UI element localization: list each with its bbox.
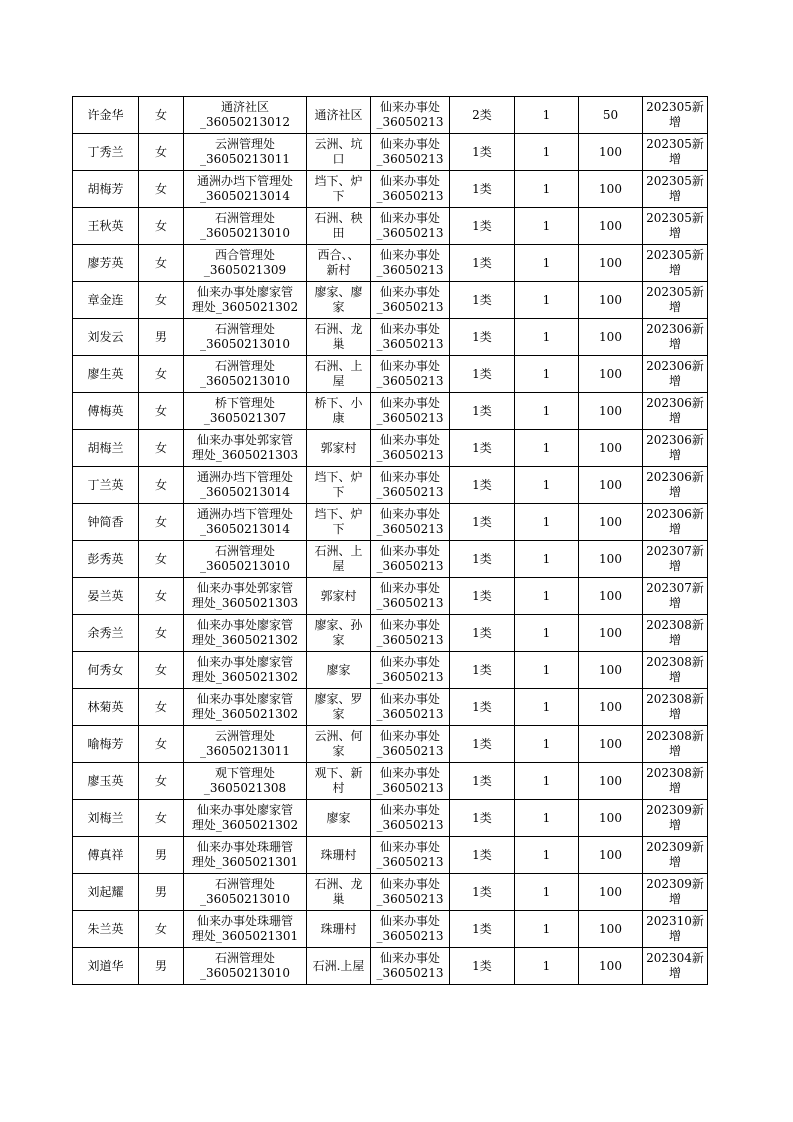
category-cell: 1类: [450, 911, 515, 948]
office-cell: 仙来办事处 _36050213: [371, 245, 450, 282]
table-row: [73, 948, 708, 985]
date-note-cell: 202306新 增: [643, 356, 708, 393]
village-cell: 珠珊村: [307, 837, 371, 874]
name-cell: 钟简香: [73, 504, 139, 541]
management-office-cell: 石洲管理处 _36050213010: [184, 874, 307, 911]
category-cell: 1类: [450, 726, 515, 763]
count-cell: 1: [515, 948, 579, 985]
table-row: [73, 837, 708, 874]
office-cell: 仙来办事处 _36050213: [371, 763, 450, 800]
village-cell: 云洲、坑 口: [307, 134, 371, 171]
village-cell: 郭家村: [307, 430, 371, 467]
office-cell: 仙来办事处 _36050213: [371, 911, 450, 948]
count-cell: 1: [515, 430, 579, 467]
date-note-cell: 202305新 增: [643, 97, 708, 134]
management-office-cell: 通洲办垱下管理处 _36050213014: [184, 171, 307, 208]
category-cell: 1类: [450, 467, 515, 504]
table-row: [73, 763, 708, 800]
amount-cell: 100: [579, 393, 643, 430]
office-cell: 仙来办事处 _36050213: [371, 393, 450, 430]
gender-cell: 女: [139, 356, 184, 393]
gender-cell: 女: [139, 911, 184, 948]
table-row: [73, 356, 708, 393]
amount-cell: 100: [579, 615, 643, 652]
amount-cell: 100: [579, 763, 643, 800]
gender-cell: 女: [139, 541, 184, 578]
management-office-cell: 仙来办事处廖家管 理处_3605021302: [184, 282, 307, 319]
office-cell: 仙来办事处 _36050213: [371, 689, 450, 726]
office-cell: 仙来办事处 _36050213: [371, 282, 450, 319]
gender-cell: 女: [139, 689, 184, 726]
amount-cell: 100: [579, 800, 643, 837]
gender-cell: 女: [139, 467, 184, 504]
count-cell: 1: [515, 652, 579, 689]
amount-cell: 100: [579, 356, 643, 393]
category-cell: 1类: [450, 245, 515, 282]
name-cell: 胡梅兰: [73, 430, 139, 467]
gender-cell: 女: [139, 134, 184, 171]
management-office-cell: 通洲办垱下管理处 _36050213014: [184, 467, 307, 504]
village-cell: 廖家、罗 家: [307, 689, 371, 726]
office-cell: 仙来办事处 _36050213: [371, 319, 450, 356]
village-cell: 郭家村: [307, 578, 371, 615]
name-cell: 廖生英: [73, 356, 139, 393]
date-note-cell: 202306新 增: [643, 430, 708, 467]
amount-cell: 100: [579, 652, 643, 689]
village-cell: 石洲、上 屋: [307, 541, 371, 578]
name-cell: 胡梅芳: [73, 171, 139, 208]
count-cell: 1: [515, 356, 579, 393]
date-note-cell: 202307新 增: [643, 541, 708, 578]
amount-cell: 100: [579, 837, 643, 874]
management-office-cell: 石洲管理处 _36050213010: [184, 541, 307, 578]
table-row: [73, 430, 708, 467]
count-cell: 1: [515, 578, 579, 615]
count-cell: 1: [515, 726, 579, 763]
amount-cell: 100: [579, 689, 643, 726]
name-cell: 丁兰英: [73, 467, 139, 504]
category-cell: 1类: [450, 171, 515, 208]
amount-cell: 100: [579, 948, 643, 985]
date-note-cell: 202305新 增: [643, 282, 708, 319]
category-cell: 1类: [450, 208, 515, 245]
gender-cell: 女: [139, 615, 184, 652]
table-row: [73, 504, 708, 541]
date-note-cell: 202308新 增: [643, 726, 708, 763]
table-row: [73, 208, 708, 245]
date-note-cell: 202306新 增: [643, 319, 708, 356]
category-cell: 1类: [450, 282, 515, 319]
name-cell: 王秋英: [73, 208, 139, 245]
office-cell: 仙来办事处 _36050213: [371, 726, 450, 763]
gender-cell: 女: [139, 208, 184, 245]
amount-cell: 100: [579, 208, 643, 245]
category-cell: 1类: [450, 541, 515, 578]
office-cell: 仙来办事处 _36050213: [371, 97, 450, 134]
table-row: [73, 393, 708, 430]
name-cell: 何秀女: [73, 652, 139, 689]
village-cell: 垱下、炉 下: [307, 171, 371, 208]
name-cell: 丁秀兰: [73, 134, 139, 171]
management-office-cell: 仙来办事处廖家管 理处_3605021302: [184, 615, 307, 652]
name-cell: 余秀兰: [73, 615, 139, 652]
count-cell: 1: [515, 504, 579, 541]
count-cell: 1: [515, 245, 579, 282]
gender-cell: 女: [139, 504, 184, 541]
category-cell: 1类: [450, 134, 515, 171]
management-office-cell: 石洲管理处 _36050213010: [184, 208, 307, 245]
date-note-cell: 202308新 增: [643, 763, 708, 800]
office-cell: 仙来办事处 _36050213: [371, 800, 450, 837]
count-cell: 1: [515, 911, 579, 948]
gender-cell: 女: [139, 393, 184, 430]
office-cell: 仙来办事处 _36050213: [371, 356, 450, 393]
management-office-cell: 仙来办事处郭家管 理处_3605021303: [184, 578, 307, 615]
count-cell: 1: [515, 134, 579, 171]
category-cell: 1类: [450, 837, 515, 874]
amount-cell: 100: [579, 430, 643, 467]
roster-table-body: [73, 97, 708, 985]
count-cell: 1: [515, 208, 579, 245]
amount-cell: 100: [579, 578, 643, 615]
management-office-cell: 仙来办事处廖家管 理处_3605021302: [184, 800, 307, 837]
table-row: [73, 319, 708, 356]
category-cell: 1类: [450, 948, 515, 985]
date-note-cell: 202304新 增: [643, 948, 708, 985]
table-row: [73, 171, 708, 208]
village-cell: 垱下、炉 下: [307, 467, 371, 504]
date-note-cell: 202305新 增: [643, 208, 708, 245]
table-row: [73, 911, 708, 948]
village-cell: 廖家: [307, 652, 371, 689]
management-office-cell: 西合管理处 _3605021309: [184, 245, 307, 282]
count-cell: 1: [515, 393, 579, 430]
category-cell: 1类: [450, 393, 515, 430]
category-cell: 1类: [450, 504, 515, 541]
village-cell: 石洲、上 屋: [307, 356, 371, 393]
village-cell: 云洲、何 家: [307, 726, 371, 763]
category-cell: 1类: [450, 800, 515, 837]
amount-cell: 100: [579, 726, 643, 763]
amount-cell: 100: [579, 282, 643, 319]
gender-cell: 女: [139, 430, 184, 467]
office-cell: 仙来办事处 _36050213: [371, 134, 450, 171]
table-row: [73, 615, 708, 652]
date-note-cell: 202309新 增: [643, 800, 708, 837]
date-note-cell: 202307新 增: [643, 578, 708, 615]
village-cell: 廖家、廖 家: [307, 282, 371, 319]
date-note-cell: 202305新 增: [643, 171, 708, 208]
category-cell: 1类: [450, 689, 515, 726]
gender-cell: 女: [139, 245, 184, 282]
management-office-cell: 石洲管理处 _36050213010: [184, 356, 307, 393]
management-office-cell: 云洲管理处 _36050213011: [184, 134, 307, 171]
office-cell: 仙来办事处 _36050213: [371, 948, 450, 985]
date-note-cell: 202306新 增: [643, 393, 708, 430]
gender-cell: 男: [139, 948, 184, 985]
category-cell: 1类: [450, 615, 515, 652]
name-cell: 章金连: [73, 282, 139, 319]
name-cell: 刘发云: [73, 319, 139, 356]
gender-cell: 女: [139, 171, 184, 208]
count-cell: 1: [515, 97, 579, 134]
table-row: [73, 245, 708, 282]
name-cell: 廖玉英: [73, 763, 139, 800]
amount-cell: 100: [579, 874, 643, 911]
gender-cell: 女: [139, 282, 184, 319]
category-cell: 1类: [450, 319, 515, 356]
amount-cell: 100: [579, 245, 643, 282]
village-cell: 石洲、秧 田: [307, 208, 371, 245]
category-cell: 2类: [450, 97, 515, 134]
gender-cell: 男: [139, 874, 184, 911]
office-cell: 仙来办事处 _36050213: [371, 467, 450, 504]
date-note-cell: 202305新 增: [643, 134, 708, 171]
name-cell: 彭秀英: [73, 541, 139, 578]
name-cell: 许金华: [73, 97, 139, 134]
category-cell: 1类: [450, 356, 515, 393]
gender-cell: 女: [139, 726, 184, 763]
count-cell: 1: [515, 837, 579, 874]
amount-cell: 100: [579, 319, 643, 356]
village-cell: 廖家: [307, 800, 371, 837]
table-row: [73, 467, 708, 504]
office-cell: 仙来办事处 _36050213: [371, 837, 450, 874]
date-note-cell: 202308新 增: [643, 689, 708, 726]
village-cell: 珠珊村: [307, 911, 371, 948]
count-cell: 1: [515, 171, 579, 208]
table-row: [73, 689, 708, 726]
gender-cell: 女: [139, 97, 184, 134]
office-cell: 仙来办事处 _36050213: [371, 504, 450, 541]
name-cell: 廖芳英: [73, 245, 139, 282]
office-cell: 仙来办事处 _36050213: [371, 652, 450, 689]
date-note-cell: 202309新 增: [643, 837, 708, 874]
table-row: [73, 874, 708, 911]
management-office-cell: 仙来办事处廖家管 理处_3605021302: [184, 652, 307, 689]
management-office-cell: 仙来办事处廖家管 理处_3605021302: [184, 689, 307, 726]
gender-cell: 男: [139, 837, 184, 874]
table-row: [73, 726, 708, 763]
village-cell: 西合、、 新村: [307, 245, 371, 282]
date-note-cell: 202308新 增: [643, 615, 708, 652]
table-row: [73, 800, 708, 837]
name-cell: 傅梅英: [73, 393, 139, 430]
office-cell: 仙来办事处 _36050213: [371, 541, 450, 578]
office-cell: 仙来办事处 _36050213: [371, 615, 450, 652]
name-cell: 晏兰英: [73, 578, 139, 615]
category-cell: 1类: [450, 763, 515, 800]
village-cell: 观下、新 村: [307, 763, 371, 800]
amount-cell: 50: [579, 97, 643, 134]
table-row: [73, 282, 708, 319]
table-row: [73, 578, 708, 615]
count-cell: 1: [515, 689, 579, 726]
name-cell: 朱兰英: [73, 911, 139, 948]
date-note-cell: 202306新 增: [643, 504, 708, 541]
management-office-cell: 桥下管理处 _3605021307: [184, 393, 307, 430]
gender-cell: 男: [139, 319, 184, 356]
village-cell: 通济社区: [307, 97, 371, 134]
name-cell: 喻梅芳: [73, 726, 139, 763]
management-office-cell: 仙来办事处珠珊管 理处_3605021301: [184, 911, 307, 948]
village-cell: 石洲、龙 巢: [307, 874, 371, 911]
count-cell: 1: [515, 541, 579, 578]
amount-cell: 100: [579, 911, 643, 948]
date-note-cell: 202310新 增: [643, 911, 708, 948]
management-office-cell: 仙来办事处郭家管 理处_3605021303: [184, 430, 307, 467]
table-row: [73, 652, 708, 689]
count-cell: 1: [515, 319, 579, 356]
management-office-cell: 仙来办事处珠珊管 理处_3605021301: [184, 837, 307, 874]
name-cell: 傅真祥: [73, 837, 139, 874]
village-cell: 石洲.上屋: [307, 948, 371, 985]
category-cell: 1类: [450, 578, 515, 615]
village-cell: 石洲、龙 巢: [307, 319, 371, 356]
category-cell: 1类: [450, 430, 515, 467]
amount-cell: 100: [579, 467, 643, 504]
category-cell: 1类: [450, 874, 515, 911]
count-cell: 1: [515, 467, 579, 504]
category-cell: 1类: [450, 652, 515, 689]
office-cell: 仙来办事处 _36050213: [371, 578, 450, 615]
management-office-cell: 云洲管理处 _36050213011: [184, 726, 307, 763]
count-cell: 1: [515, 615, 579, 652]
management-office-cell: 观下管理处 _3605021308: [184, 763, 307, 800]
amount-cell: 100: [579, 171, 643, 208]
date-note-cell: 202306新 增: [643, 467, 708, 504]
amount-cell: 100: [579, 504, 643, 541]
roster-table: [72, 96, 708, 985]
management-office-cell: 通洲办垱下管理处 _36050213014: [184, 504, 307, 541]
amount-cell: 100: [579, 541, 643, 578]
office-cell: 仙来办事处 _36050213: [371, 874, 450, 911]
name-cell: 刘梅兰: [73, 800, 139, 837]
name-cell: 刘起耀: [73, 874, 139, 911]
management-office-cell: 石洲管理处 _36050213010: [184, 319, 307, 356]
village-cell: 廖家、孙 家: [307, 615, 371, 652]
table-row: [73, 97, 708, 134]
date-note-cell: 202308新 增: [643, 652, 708, 689]
management-office-cell: 通济社区 _36050213012: [184, 97, 307, 134]
gender-cell: 女: [139, 763, 184, 800]
date-note-cell: 202309新 增: [643, 874, 708, 911]
office-cell: 仙来办事处 _36050213: [371, 430, 450, 467]
name-cell: 林菊英: [73, 689, 139, 726]
count-cell: 1: [515, 800, 579, 837]
village-cell: 垱下、炉 下: [307, 504, 371, 541]
office-cell: 仙来办事处 _36050213: [371, 208, 450, 245]
gender-cell: 女: [139, 652, 184, 689]
village-cell: 桥下、小 康: [307, 393, 371, 430]
count-cell: 1: [515, 874, 579, 911]
table-row: [73, 541, 708, 578]
office-cell: 仙来办事处 _36050213: [371, 171, 450, 208]
count-cell: 1: [515, 282, 579, 319]
table-row: [73, 134, 708, 171]
management-office-cell: 石洲管理处 _36050213010: [184, 948, 307, 985]
gender-cell: 女: [139, 578, 184, 615]
name-cell: 刘道华: [73, 948, 139, 985]
amount-cell: 100: [579, 134, 643, 171]
date-note-cell: 202305新 增: [643, 245, 708, 282]
count-cell: 1: [515, 763, 579, 800]
gender-cell: 女: [139, 800, 184, 837]
